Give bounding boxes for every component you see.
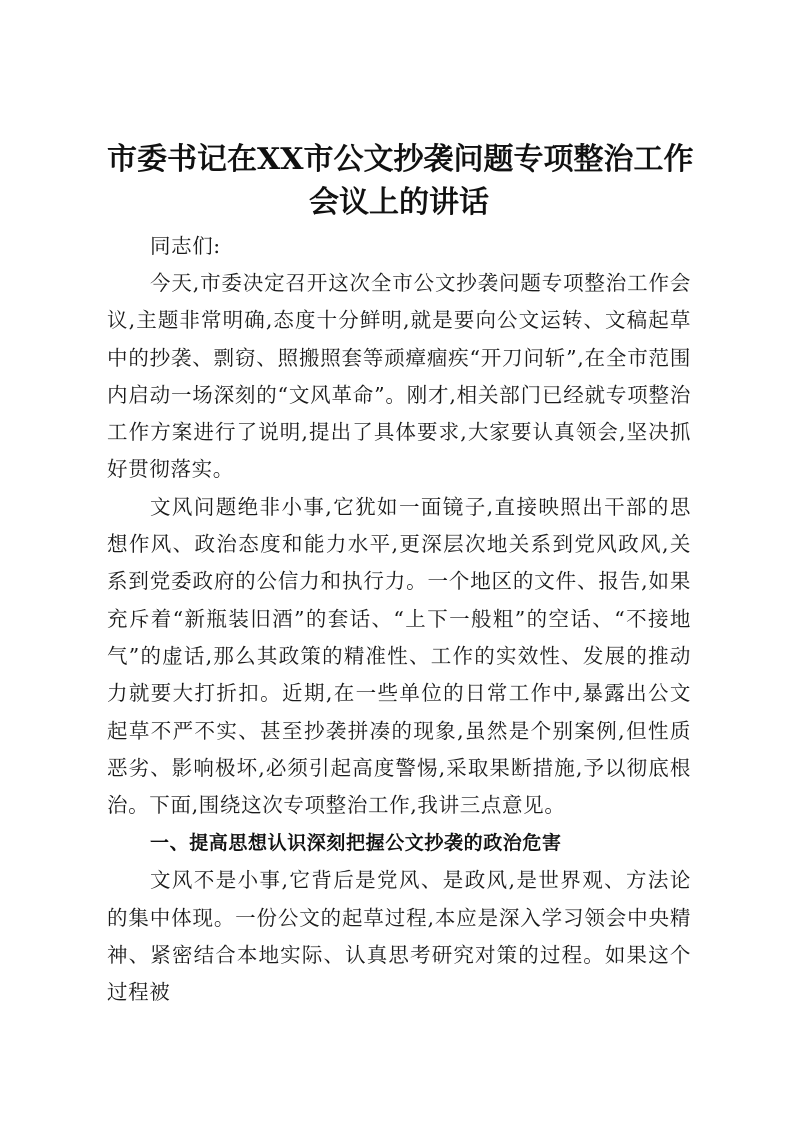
- intro-paragraph-1: 今天,市委决定召开这次全市公文抄袭问题专项整治工作会议,主题非常明确,态度十分鲜明,就是要向公文运转、文稿起草中的抄袭、剽窃、照搬照套等顽瘴痼疾“开刀问斩”,在全市范围内启动一场深刻的“文风革命”。刚才,相关部门已经就专项整治工作方案进行了说明,提出了具体要求,大家要认真领会,坚决抓好贯彻落实。: [107, 271, 691, 482]
- title-line-2: 会议上的讲话: [309, 185, 489, 220]
- section-1-heading: 一、提高思想认识深刻把握公文抄袭的政治危害: [150, 832, 562, 855]
- document-title: [107, 138, 694, 224]
- intro-paragraph-2: 文风问题绝非小事,它犹如一面镜子,直接映照出干部的思想作风、政治态度和能力水平,更深层次地关系到党风政风,关系到党委政府的公信力和执行力。一个地区的文件、报告,如果充斥着“新瓶装旧酒”的套话、“上下一般粗”的空话、“不接地气”的虚话,那么其政策的精准性、工作的实效性、发展的推动力就要大打折扣。近期,在一些单位的日常工作中,暴露出公文起草不严不实、甚至抄袭拼凑的现象,虽然是个别案例,但性质恶劣、影响极坏,必须引起高度警惕,采取果断措施,予以彻底根治。下面,围绕这次专项整治工作,我讲三点意见。: [107, 494, 691, 818]
- title-line-1: 市委书记在XX市公文抄袭问题专项整治工作: [107, 142, 694, 177]
- section-1-paragraph: 文风不是小事,它背后是党风、是政风,是世界观、方法论的集中体现。一份公文的起草过程,本应是深入学习领会中央精神、紧密结合本地实际、认真思考研究对策的过程。如果这个过程被: [107, 868, 691, 1005]
- salutation: 同志们:: [150, 234, 221, 258]
- document-page: [107, 138, 694, 1012]
